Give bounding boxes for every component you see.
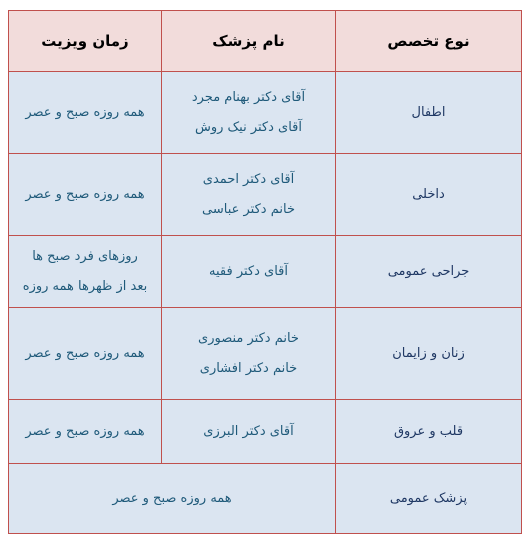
doctor-cell (162, 236, 336, 308)
visit-time-text: روزهای فرد صبح ها (32, 248, 138, 264)
header-row (9, 11, 522, 72)
table-row (9, 400, 522, 464)
header-visit-time: زمان ویزیت (9, 11, 162, 72)
visit-time-text: همه روزه صبح و عصر (25, 186, 145, 202)
specialty-cell: پزشک عمومی (336, 464, 522, 534)
doctor-name: خانم دکتر عباسی (202, 201, 295, 217)
table-row (9, 154, 522, 236)
visit-time-cell-merged: همه روزه صبح و عصر (9, 464, 336, 534)
visit-time-text: همه روزه صبح و عصر (25, 345, 145, 361)
doctor-cell (162, 308, 336, 400)
specialty-cell: اطفال (336, 72, 522, 154)
doctor-name: آقای دکتر نیک روش (194, 119, 303, 135)
doctor-cell (162, 154, 336, 236)
visit-time-cell (9, 236, 162, 308)
doctor-name: آقای دکتر فقیه (209, 263, 288, 279)
table-row (9, 236, 522, 308)
doctor-name: آقای دکتر بهنام مجرد (191, 89, 306, 105)
doctor-name: خانم دکتر افشاری (199, 360, 298, 376)
visit-time-text: بعد از ظهرها همه روزه (22, 278, 148, 294)
header-doctor: نام پزشک (162, 11, 336, 72)
doctor-cell (162, 72, 336, 154)
visit-time-text: همه روزه صبح و عصر (25, 104, 145, 120)
visit-time-cell (9, 400, 162, 464)
header-specialty: نوع تخصص (336, 11, 522, 72)
table-row (9, 308, 522, 400)
table-row-general (9, 464, 522, 534)
specialty-cell: جراحی عمومی (336, 236, 522, 308)
schedule-table-wrapper (8, 10, 521, 534)
doctor-name: خانم دکتر منصوری (198, 330, 299, 346)
doctor-name: آقای دکتر احمدی (202, 171, 295, 187)
doctor-name: آقای دکتر البرزی (203, 423, 294, 439)
specialty-cell: داخلی (336, 154, 522, 236)
specialty-cell: قلب و عروق (336, 400, 522, 464)
visit-time-cell (9, 154, 162, 236)
table-row (9, 72, 522, 154)
doctor-cell (162, 400, 336, 464)
visit-time-text: همه روزه صبح و عصر (25, 423, 145, 439)
doctor-schedule-table (8, 10, 522, 534)
specialty-cell: زنان و زایمان (336, 308, 522, 400)
visit-time-cell (9, 72, 162, 154)
visit-time-cell (9, 308, 162, 400)
